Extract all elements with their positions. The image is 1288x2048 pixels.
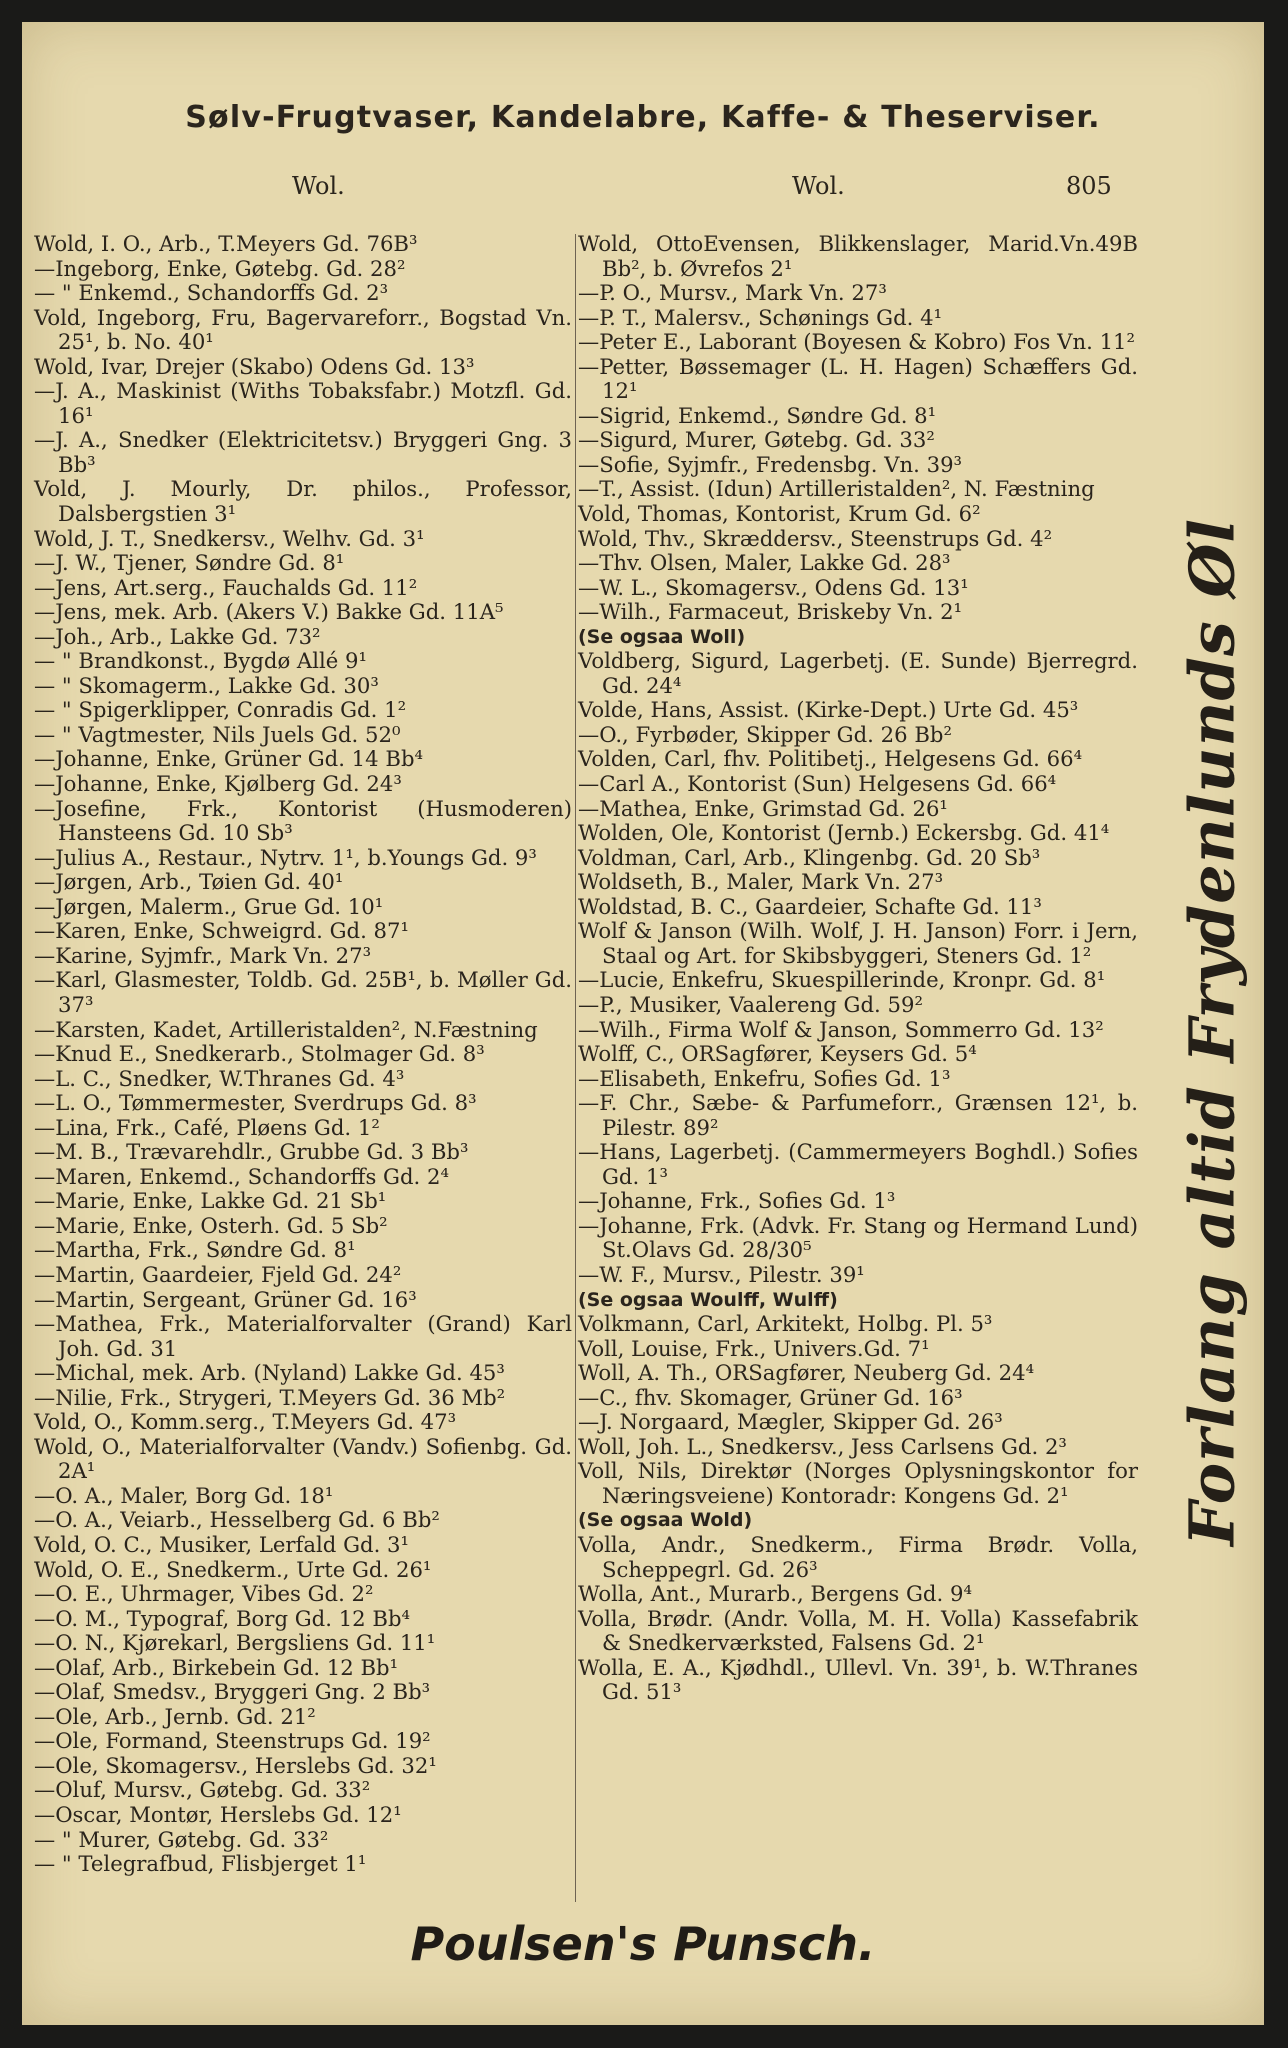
directory-entry: Woldstad, B. C., Gaardeier, Schafte Gd. 11³ xyxy=(578,893,1042,919)
directory-entry: —Carl A., Kontorist (Sun) Helgesens Gd. 66⁴ xyxy=(578,771,1057,797)
directory-entry: Wold, O., Materialforvalter (Vandv.) Sofienbg. Gd. 2A¹ xyxy=(34,1433,572,1484)
directory-entry: —Ingeborg, Enke, Gøtebg. Gd. 28² xyxy=(34,255,406,281)
directory-entry: — " Brandkonst., Bygdø Allé 9¹ xyxy=(34,648,368,674)
directory-entry: —Mathea, Frk., Materialforvalter (Grand) Karl Joh. Gd. 31 xyxy=(34,1311,572,1361)
directory-entry: —Elisabeth, Enkefru, Sofies Gd. 1³ xyxy=(578,1065,951,1091)
directory-entry: Volkmann, Carl, Arkitekt, Holbg. Pl. 5³ xyxy=(578,1311,993,1337)
page-number: 805 xyxy=(1066,172,1112,200)
directory-entry: Woldseth, B., Maler, Mark Vn. 27³ xyxy=(578,869,944,895)
directory-entry: —O. A., Maler, Borg Gd. 18¹ xyxy=(34,1482,334,1508)
directory-entry: —Karl, Glasmester, Toldb. Gd. 25B¹, b. Møller Gd. 37³ xyxy=(34,967,572,1017)
cross-reference: (Se ogsaa Wold) xyxy=(578,1509,753,1532)
directory-entry: —Martin, Gaardeier, Fjeld Gd. 24² xyxy=(34,1261,402,1287)
directory-entry: —T., Assist. (Idun) Artilleristalden², N. Fæstning xyxy=(578,476,1095,502)
directory-entry: —J. A., Snedker (Elektricitetsv.) Bryggeri Gng. 3 Bb³ xyxy=(34,427,572,477)
directory-entry: —J. Norgaard, Mægler, Skipper Gd. 26³ xyxy=(578,1409,1003,1435)
directory-entry: —Petter, Bøssemager (L. H. Hagen) Schæffers Gd. 12¹ xyxy=(578,353,1138,404)
directory-entry: —Jørgen, Malerm., Grue Gd. 10¹ xyxy=(34,893,384,919)
directory-entry: —Mathea, Enke, Grimstad Gd. 26¹ xyxy=(578,795,948,821)
directory-entry: —Peter E., Laborant (Boyesen & Kobro) Fos Vn. 11² xyxy=(578,329,1136,355)
directory-entry: —J. W., Tjener, Søndre Gd. 8¹ xyxy=(34,550,345,576)
directory-entry: —L. C., Snedker, W.Thranes Gd. 4³ xyxy=(34,1065,405,1091)
directory-entry: —Nilie, Frk., Strygeri, T.Meyers Gd. 36 Mb² xyxy=(34,1384,506,1410)
directory-entry: —Marie, Enke, Osterh. Gd. 5 Sb² xyxy=(34,1212,388,1238)
directory-entry: —Sofie, Syjmfr., Fredensbg. Vn. 39³ xyxy=(578,451,963,477)
directory-entry: —Johanne, Enke, Kjølberg Gd. 24³ xyxy=(34,771,402,797)
footer-advert: Poulsen's Punsch. xyxy=(410,1917,876,1971)
directory-entry: Vold, J. Mourly, Dr. philos., Professor, Dalsbergstien 3¹ xyxy=(34,476,572,527)
directory-entry: —O. M., Typograf, Borg Gd. 12 Bb⁴ xyxy=(34,1605,411,1631)
running-header-left: Wol. xyxy=(292,172,345,200)
directory-entry: —O. A., Veiarb., Hesselberg Gd. 6 Bb² xyxy=(34,1507,440,1533)
directory-entry: —Sigrid, Enkemd., Søndre Gd. 8¹ xyxy=(578,402,937,428)
directory-entry: —Olaf, Arb., Birkebein Gd. 12 Bb¹ xyxy=(34,1654,399,1680)
directory-entry: —M. B., Trævarehdlr., Grubbe Gd. 3 Bb³ xyxy=(34,1139,469,1165)
running-header-center: Wol. xyxy=(792,172,845,200)
directory-entry: —Jens, Art.serg., Fauchalds Gd. 11² xyxy=(34,574,418,600)
directory-entry: Voldberg, Sigurd, Lagerbetj. (E. Sunde) Bjerregrd. Gd. 24⁴ xyxy=(578,648,1138,698)
directory-entry: — " Telegrafbud, Flisbjerget 1¹ xyxy=(34,1851,367,1877)
directory-entry: Wolla, E. A., Kjødhdl., Ullevl. Vn. 39¹, b. W.Thranes Gd. 51³ xyxy=(578,1654,1138,1705)
directory-entry: —P. T., Malersv., Schønings Gd. 4¹ xyxy=(578,304,943,330)
directory-entry: Wolla, Ant., Murarb., Bergens Gd. 9⁴ xyxy=(578,1581,972,1607)
cross-reference: (Se ogsaa Woll) xyxy=(578,625,746,648)
directory-entry: —Wilh., Farmaceut, Briskeby Vn. 2¹ xyxy=(578,599,963,625)
directory-entry: —O. N., Kjørekarl, Bergsliens Gd. 11¹ xyxy=(34,1630,436,1656)
directory-entry: Wold, J. T., Snedkersv., Welhv. Gd. 3¹ xyxy=(34,525,425,551)
directory-entry: —O., Fyrbøder, Skipper Gd. 26 Bb² xyxy=(578,721,952,747)
directory-entry: Wold, I. O., Arb., T.Meyers Gd. 76B³ xyxy=(34,231,418,256)
directory-entry: —P. O., Mursv., Mark Vn. 27³ xyxy=(578,280,887,306)
directory-entry: —Knud E., Snedkerarb., Stolmager Gd. 8³ xyxy=(34,1041,485,1067)
directory-entry: Voll, Nils, Direktør (Norges Oplysningskontor for Næringsveiene) Kontoradr: Kongens Gd. 2¹ xyxy=(578,1458,1138,1508)
directory-entry: —O. E., Uhrmager, Vibes Gd. 2² xyxy=(34,1581,374,1607)
directory-entry: —L. O., Tømmermester, Sverdrups Gd. 8³ xyxy=(34,1090,477,1116)
directory-entry: Vold, O., Komm.serg., T.Meyers Gd. 47³ xyxy=(34,1409,457,1435)
directory-entry: Volla, Andr., Snedkerm., Firma Brødr. Volla, Scheppegrl. Gd. 26³ xyxy=(578,1531,1138,1582)
directory-entry: —Johanne, Frk., Sofies Gd. 1³ xyxy=(578,1188,896,1214)
directory-entry: — " Murer, Gøtebg. Gd. 33² xyxy=(34,1826,329,1852)
directory-entry: Woll, A. Th., ORSagfører, Neuberg Gd. 24⁴ xyxy=(578,1360,1035,1386)
directory-entry: —Karine, Syjmfr., Mark Vn. 27³ xyxy=(34,942,372,968)
directory-page xyxy=(22,22,1264,2025)
directory-entry: —Marie, Enke, Lakke Gd. 21 Sb¹ xyxy=(34,1188,387,1214)
directory-entry: —Ole, Skomagersv., Herslebs Gd. 32¹ xyxy=(34,1752,437,1778)
directory-entry: Vold, Thomas, Kontorist, Krum Gd. 6² xyxy=(578,501,981,527)
directory-entry: —Joh., Arb., Lakke Gd. 73² xyxy=(34,623,321,649)
directory-entry: —Jens, mek. Arb. (Akers V.) Bakke Gd. 11A⁵ xyxy=(34,599,504,625)
directory-entry: Wold, OttoEvensen, Blikkenslager, Marid.Vn.49B Bb², b. Øvrefos 2¹ xyxy=(578,231,1138,281)
banner-advert: Sølv-Frugtvaser, Kandelabre, Kaffe- & Theserviser. xyxy=(185,100,1101,135)
directory-entry: Wold, Ivar, Drejer (Skabo) Odens Gd. 13³ xyxy=(34,353,475,379)
directory-entry: —Martin, Sergeant, Grüner Gd. 16³ xyxy=(34,1286,417,1312)
side-advert: Forlang altid Frydenlunds Øl xyxy=(1175,518,1249,1546)
directory-entry: —Lucie, Enkefru, Skuespillerinde, Kronpr. Gd. 8¹ xyxy=(578,967,1106,993)
directory-entry: —Johanne, Enke, Grüner Gd. 14 Bb⁴ xyxy=(34,746,423,772)
directory-entry: —Sigurd, Murer, Gøtebg. Gd. 33² xyxy=(578,427,935,453)
column-divider xyxy=(575,234,576,1902)
directory-entry: — " Spigerklipper, Conradis Gd. 1² xyxy=(34,697,407,723)
directory-entry: —Josefine, Frk., Kontorist (Husmoderen) Hansteens Gd. 10 Sb³ xyxy=(34,795,572,846)
directory-entry: —Lina, Frk., Café, Pløens Gd. 1² xyxy=(34,1114,380,1140)
directory-entry: —Karen, Enke, Schweigrd. Gd. 87¹ xyxy=(34,918,410,944)
directory-entry: Volde, Hans, Assist. (Kirke-Dept.) Urte Gd. 45³ xyxy=(578,697,1079,723)
directory-entry: Wolff, C., ORSagfører, Keysers Gd. 5⁴ xyxy=(578,1041,977,1067)
directory-entry: —Maren, Enkemd., Schandorffs Gd. 2⁴ xyxy=(34,1163,449,1189)
directory-entry: —Michal, mek. Arb. (Nyland) Lakke Gd. 45³ xyxy=(34,1360,505,1386)
directory-entry: Woll, Joh. L., Snedkersv., Jess Carlsens Gd. 2³ xyxy=(578,1433,1067,1459)
directory-entry: Vold, O. C., Musiker, Lerfald Gd. 3¹ xyxy=(34,1531,410,1557)
directory-entry: —Ole, Formand, Steenstrups Gd. 19² xyxy=(34,1728,431,1754)
directory-entry: —Oscar, Montør, Herslebs Gd. 12¹ xyxy=(34,1802,402,1827)
directory-entry: Voldman, Carl, Arb., Klingenbg. Gd. 20 Sb³ xyxy=(578,844,1041,870)
directory-entry: Wold, O. E., Snedkerm., Urte Gd. 26¹ xyxy=(34,1556,432,1582)
directory-entry: —P., Musiker, Vaalereng Gd. 59² xyxy=(578,991,923,1017)
right-column xyxy=(578,232,1138,1705)
directory-entry: —Karsten, Kadet, Artilleristalden², N.Fæstning xyxy=(34,1016,538,1042)
directory-entry: — " Vagtmester, Nils Juels Gd. 52⁰ xyxy=(34,721,401,747)
directory-entry: Voll, Louise, Frk., Univers.Gd. 7¹ xyxy=(578,1335,930,1361)
directory-entry: —F. Chr., Sæbe- & Parfumeforr., Grænsen 12¹, b. Pilestr. 89² xyxy=(578,1090,1138,1140)
directory-entry: —Hans, Lagerbetj. (Cammermeyers Boghdl.) Sofies Gd. 1³ xyxy=(578,1139,1138,1189)
directory-entry: —Ole, Arb., Jernb. Gd. 21² xyxy=(34,1703,316,1729)
directory-entry: —Julius A., Restaur., Nytrv. 1¹, b.Youngs Gd. 9³ xyxy=(34,844,537,870)
directory-entry: Volden, Carl, fhv. Politibetj., Helgesens Gd. 66⁴ xyxy=(578,746,1083,772)
directory-entry: —Jørgen, Arb., Tøien Gd. 40¹ xyxy=(34,869,344,895)
directory-entry: Vold, Ingeborg, Fru, Bagervareforr., Bogstad Vn. 25¹, b. No. 40¹ xyxy=(34,304,572,355)
directory-entry: —Wilh., Firma Wolf & Janson, Sommerro Gd. 13² xyxy=(578,1016,1104,1042)
directory-entry: —C., fhv. Skomager, Grüner Gd. 16³ xyxy=(578,1384,963,1410)
directory-entry: —W. L., Skomagersv., Odens Gd. 13¹ xyxy=(578,574,969,600)
cross-reference: (Se ogsaa Woulff, Wulff) xyxy=(578,1288,838,1311)
directory-entry: — " Skomagerm., Lakke Gd. 30³ xyxy=(34,672,379,698)
left-column xyxy=(34,232,572,1877)
directory-entry: Volla, Brødr. (Andr. Volla, M. H. Volla) Kassefabrik & Snedkerværksted, Falsens Gd. 2¹ xyxy=(578,1605,1138,1656)
directory-entry: Wold, Thv., Skræddersv., Steenstrups Gd. 4² xyxy=(578,525,1053,551)
directory-entry: — " Enkemd., Schandorffs Gd. 2³ xyxy=(34,280,389,306)
directory-entry: —Thv. Olsen, Maler, Lakke Gd. 28³ xyxy=(578,550,951,576)
directory-entry: —J. A., Maskinist (Withs Tobaksfabr.) Motzfl. Gd. 16¹ xyxy=(34,378,572,428)
directory-entry: Wolf & Janson (Wilh. Wolf, J. H. Janson) Forr. i Jern, Staal og Art. for Skibsbyggeri, Steners Gd. 1² xyxy=(578,918,1138,968)
directory-entry: —W. F., Mursv., Pilestr. 39¹ xyxy=(578,1261,865,1287)
directory-entry: —Oluf, Mursv., Gøtebg. Gd. 33² xyxy=(34,1777,371,1803)
directory-entry: —Olaf, Smedsv., Bryggeri Gng. 2 Bb³ xyxy=(34,1679,431,1705)
directory-entry: —Martha, Frk., Søndre Gd. 8¹ xyxy=(34,1237,356,1263)
directory-entry: Wolden, Ole, Kontorist (Jernb.) Eckersbg. Gd. 41⁴ xyxy=(578,820,1110,846)
directory-entry: —Johanne, Frk. (Advk. Fr. Stang og Hermand Lund) St.Olavs Gd. 28/30⁵ xyxy=(578,1212,1138,1263)
